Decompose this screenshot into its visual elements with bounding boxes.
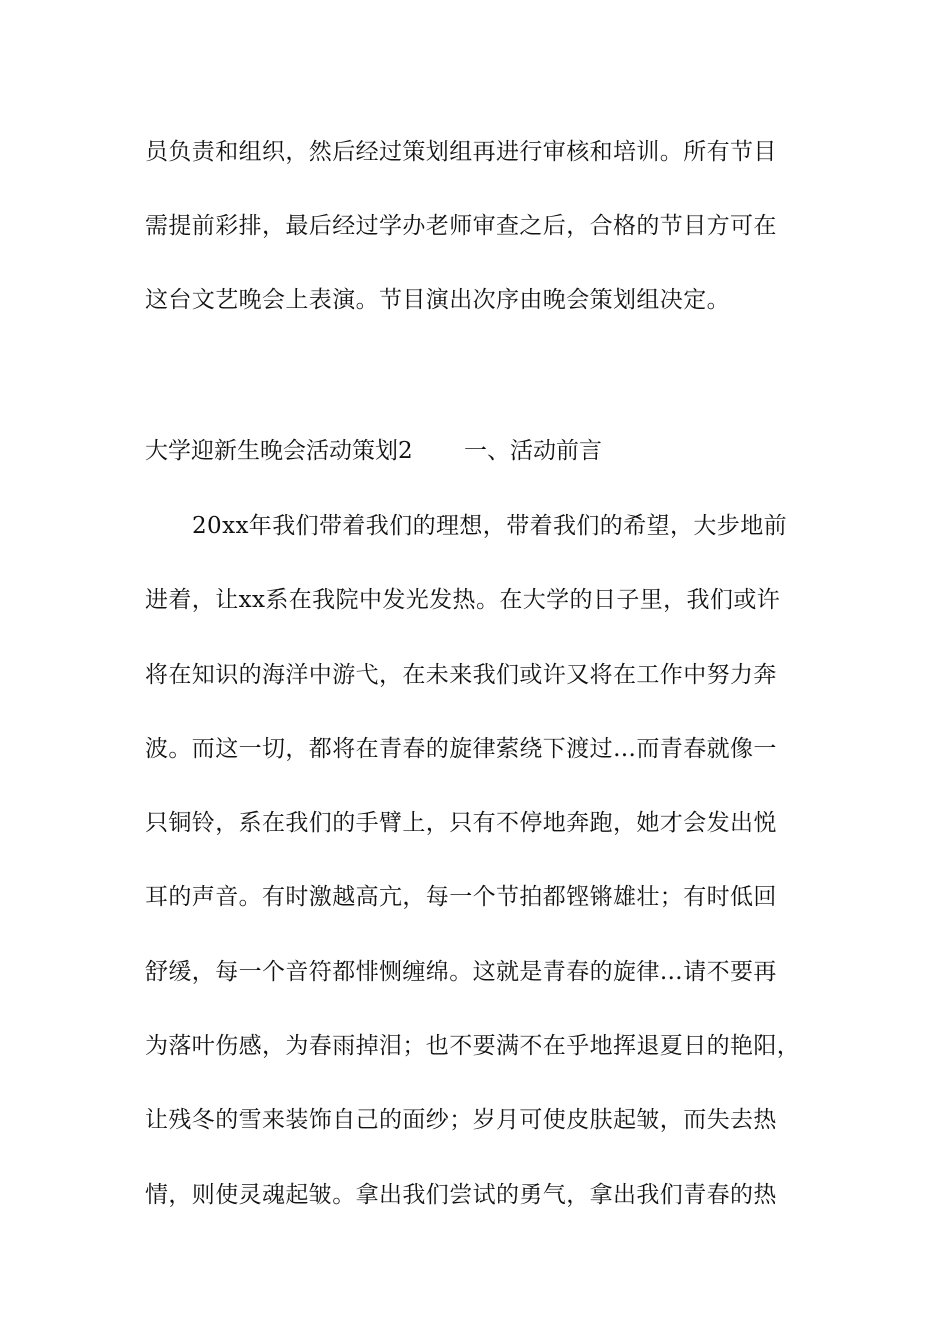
- paragraph-line: 这台文艺晚会上表演。节目演出次序由晚会策划组决定。: [145, 287, 730, 313]
- paragraph-line: 情，则使灵魂起皱。拿出我们尝试的勇气，拿出我们青春的热: [145, 1182, 777, 1208]
- section-title: 大学迎新生晚会活动策划2: [145, 438, 413, 464]
- section-subtitle: 一、活动前言: [463, 438, 602, 464]
- section-heading: [145, 436, 602, 466]
- paragraph-line: 舒缓，每一个音符都悱恻缠绵。这就是青春的旋律…请不要再: [145, 959, 777, 985]
- paragraph-line: 波。而这一切，都将在青春的旋律萦绕下渡过…而青春就像一: [145, 736, 777, 762]
- paragraph-line: 员负责和组织，然后经过策划组再进行审核和培训。所有节目: [145, 139, 777, 165]
- paragraph-line: 耳的声音。有时激越高亢，每一个节拍都铿锵雄壮；有时低回: [145, 884, 777, 910]
- paragraph-line: 让残冬的雪来装饰自己的面纱；岁月可使皮肤起皱，而失去热: [145, 1107, 777, 1133]
- paragraph-line: 为落叶伤感，为春雨掉泪；也不要满不在乎地挥退夏日的艳阳，: [145, 1033, 801, 1059]
- paragraph-line: 需提前彩排，最后经过学办老师审查之后，合格的节目方可在: [145, 213, 777, 239]
- paragraph-line: 只铜铃，系在我们的手臂上，只有不停地奔跑，她才会发出悦: [145, 810, 777, 836]
- paragraph-line: 20xx年我们带着我们的理想，带着我们的希望，大步地前: [192, 513, 788, 539]
- paragraph-line: 进着，让xx系在我院中发光发热。在大学的日子里，我们或许: [145, 587, 781, 613]
- paragraph-line: 将在知识的海洋中游弋，在未来我们或许又将在工作中努力奔: [145, 662, 777, 688]
